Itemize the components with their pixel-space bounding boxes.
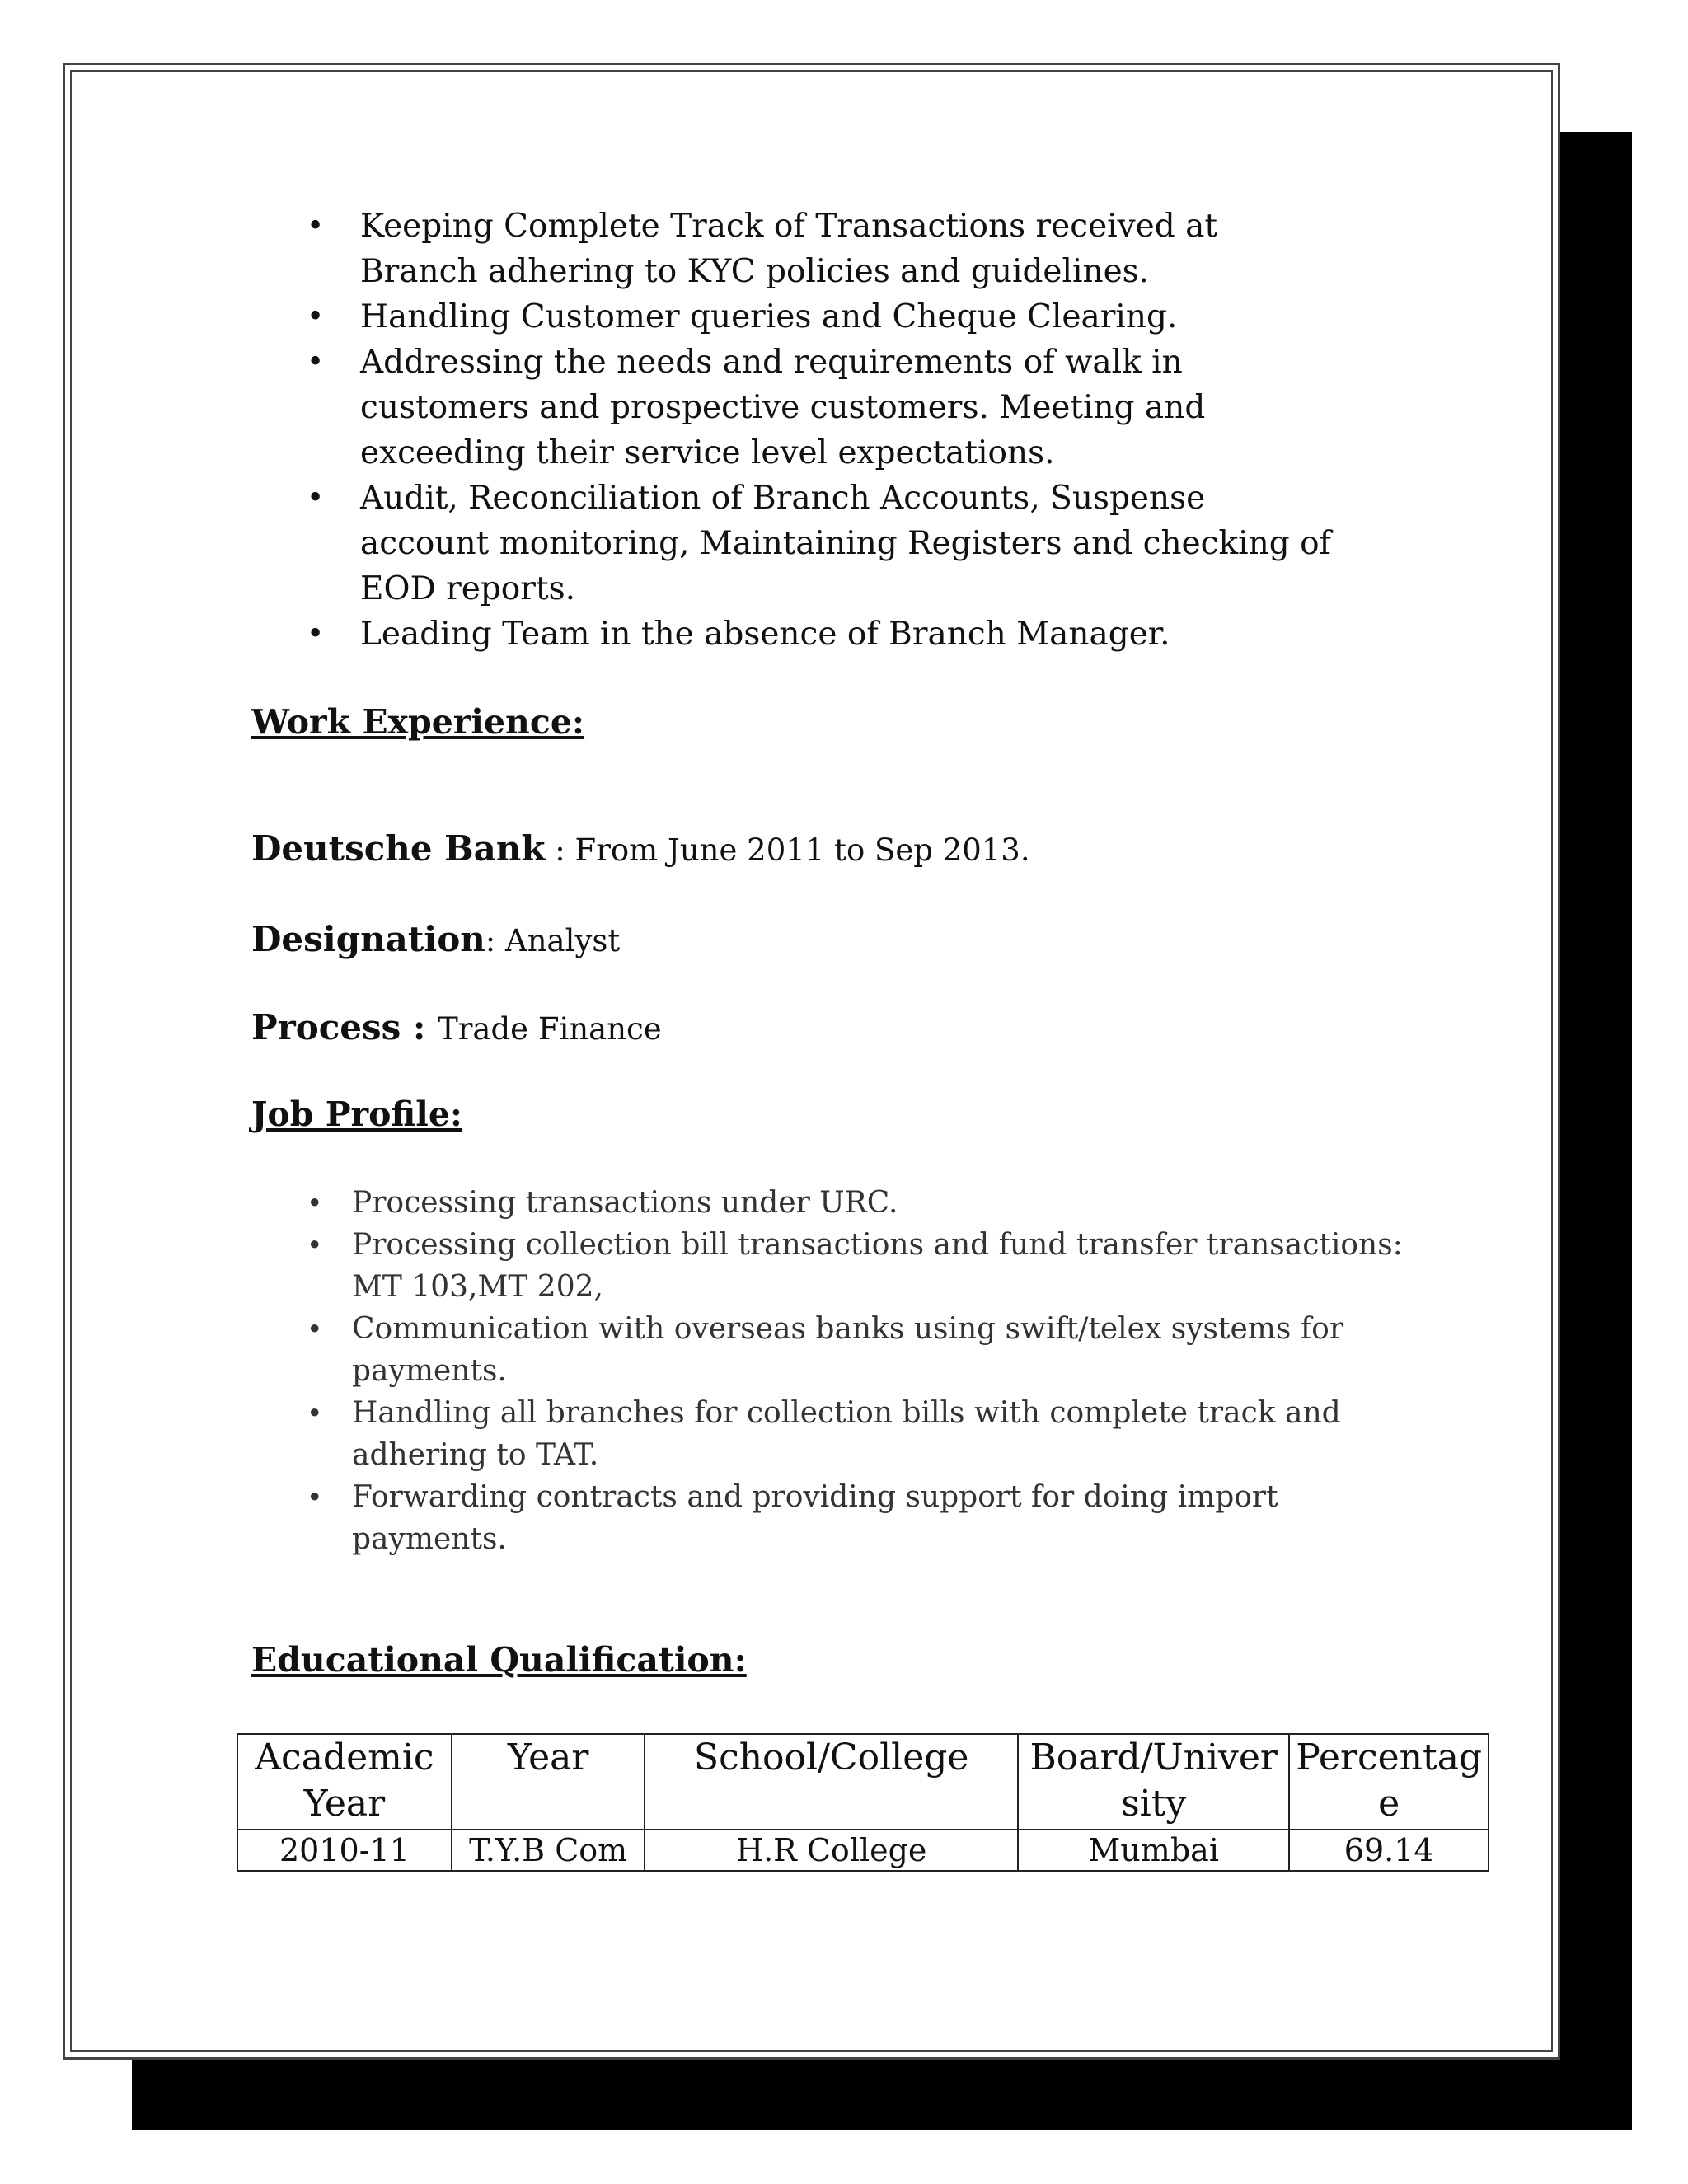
bullet-icon: • [307,481,325,515]
bullet-icon: • [307,1313,323,1345]
list-item: • Handling all branches for collection bills with complete track and adhering to TAT. [253,1392,1415,1476]
process-value: Trade Finance [438,1011,662,1047]
education-heading: Educational Qualification: [251,1640,747,1680]
list-item: • Audit, Reconciliation of Branch Accounts, Suspense account monitoring, Maintaining Registers and checking of EOD reports. [253,476,1337,612]
cell-percentage: 69.14 [1289,1830,1489,1871]
column-header-board: Board/University [1018,1734,1289,1830]
employer-dates: : From June 2011 to Sep 2013. [545,832,1030,868]
list-item: • Keeping Complete Track of Transactions received at Branch adhering to KYC policies and guidelines. [253,204,1308,294]
employer-line [251,828,1030,869]
bullet-icon: • [307,345,325,379]
job-profile-list [253,1182,1403,1560]
list-item: • Handling Customer queries and Cheque Clearing. [253,294,1407,340]
employer-label: Deutsche Bank [251,828,546,869]
bullet-icon: • [307,1481,323,1513]
process-label: Process : [251,1007,438,1047]
bullet-icon: • [307,1397,323,1429]
bullet-icon: • [307,1229,323,1261]
bullet-icon: • [307,617,325,651]
bullet-icon: • [307,1187,323,1219]
list-item: • Forwarding contracts and providing support for doing import payments. [253,1476,1382,1560]
column-header-year: Year [452,1734,645,1830]
list-item: • Leading Team in the absence of Branch Manager. [253,612,1407,657]
column-header-school: School/College [645,1734,1018,1830]
work-experience-heading: Work Experience: [251,702,585,742]
cell-academic-year: 2010-11 [237,1830,452,1871]
table-header-row [237,1734,1489,1830]
cell-board: Mumbai [1018,1830,1289,1871]
column-header-percentage: Percentage [1289,1734,1489,1830]
list-item: • Communication with overseas banks using swift/telex systems for payments. [253,1308,1432,1392]
bullet-icon: • [307,209,325,243]
job-profile-heading: Job Profile: [251,1094,463,1134]
bullet-icon: • [307,300,325,334]
column-header-academic-year: Academic Year [237,1734,452,1830]
education-table [237,1733,1489,1872]
designation-value: : Analyst [485,923,621,958]
responsibilities-list [253,204,1407,657]
list-item: • Processing collection bill transactions and fund transfer transactions: MT 103,MT 202, [253,1224,1448,1308]
list-item: • Processing transactions under URC. [253,1182,1374,1224]
list-item: • Addressing the needs and requirements of walk in customers and prospective customers. Meeting and exceeding their service level expectations. [253,340,1337,476]
cell-school: H.R College [645,1830,1018,1871]
designation-label: Designation [251,919,485,959]
designation-line [251,919,620,959]
table-row [237,1830,1489,1871]
process-line [251,1007,662,1047]
cell-year: T.Y.B Com [452,1830,645,1871]
